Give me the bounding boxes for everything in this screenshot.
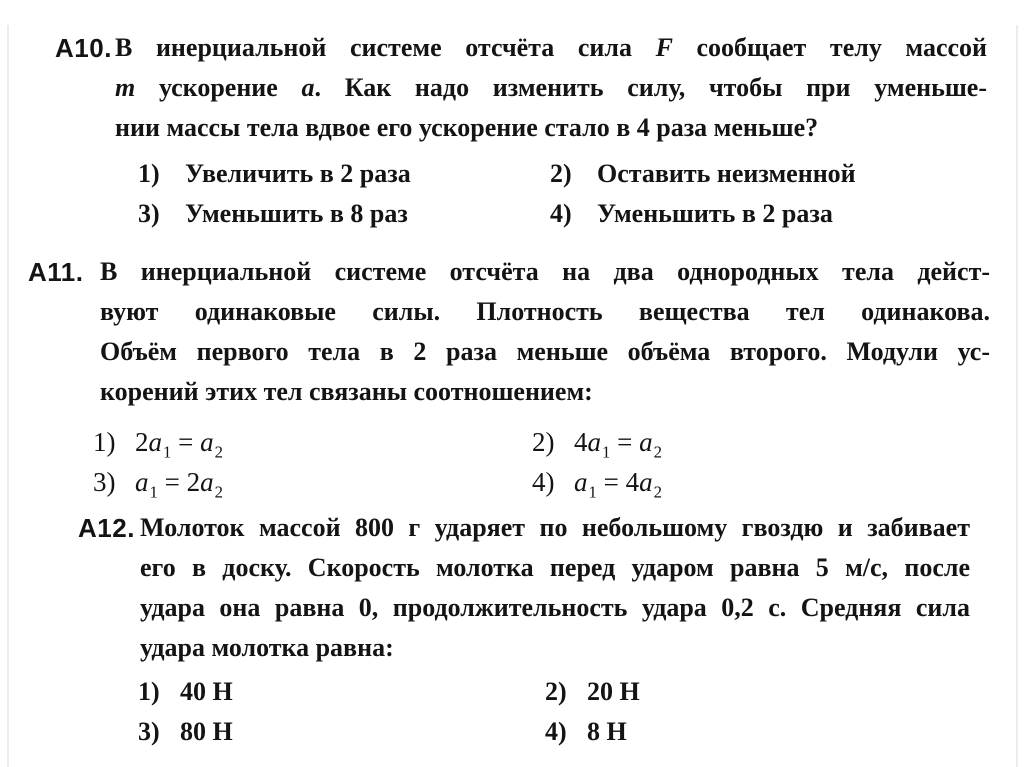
- question-line: его в доску. Скорость молотка перед ударом равна 5 м/с, после: [140, 553, 970, 582]
- question-a10: [0, 28, 1024, 234]
- option-number: 1): [93, 427, 116, 457]
- option-number: 4): [545, 717, 567, 746]
- question-a12-label: А12.: [78, 513, 135, 543]
- question-a12-options: [138, 672, 1024, 752]
- option-formula: $2a_1 = a_2$: [135, 427, 223, 462]
- question-line: нии массы тела вдвое его ускорение стало в 4 раза меньше?: [115, 113, 819, 142]
- option-number: 1): [138, 159, 160, 188]
- question-line: В инерциальной системе отсчёта сила F сообщает телу массой: [115, 33, 988, 62]
- question-a10-text: [115, 28, 987, 148]
- option-number: 3): [138, 717, 160, 746]
- answer-option-4: [545, 712, 1024, 752]
- answer-option-4: [550, 194, 1024, 234]
- option-number: 2): [550, 159, 572, 188]
- question-line: удара молотка равна:: [140, 633, 394, 662]
- answer-option-2: [545, 672, 1024, 712]
- question-a12: [0, 508, 1024, 752]
- option-text: 40 Н: [180, 677, 233, 706]
- answer-option-1: [138, 672, 545, 712]
- question-line: Молоток массой 800 г ударяет по небольшому гвоздю и забивает: [140, 513, 970, 542]
- option-text: 80 Н: [180, 717, 233, 746]
- answer-option-4: [532, 462, 1024, 502]
- option-number: 4): [532, 467, 555, 497]
- question-line: удара она равна 0, продолжительность удара 0,2 с. Средняя сила: [140, 593, 970, 622]
- question-line: В инерциальной системе отсчёта на два однородных тела дейст-: [100, 257, 990, 286]
- option-number: 3): [93, 467, 116, 497]
- question-a12-text: [140, 508, 970, 668]
- option-text: Уменьшить в 8 раз: [185, 199, 408, 228]
- answer-option-3: [93, 462, 532, 502]
- option-text: 20 Н: [587, 677, 640, 706]
- question-a10-options: [138, 154, 1024, 234]
- option-formula: $a_1 = 2a_2$: [135, 467, 223, 502]
- question-line: m ускорение a. Как надо изменить силу, чтобы при уменьше-: [115, 73, 987, 102]
- answer-option-3: [138, 194, 550, 234]
- option-number: 3): [138, 199, 160, 228]
- option-text: Уменьшить в 2 раза: [597, 199, 833, 228]
- question-a10-label: А10.: [55, 33, 112, 63]
- option-number: 2): [545, 677, 567, 706]
- option-text: Увеличить в 2 раза: [185, 159, 411, 188]
- question-a11: [0, 252, 1024, 502]
- answer-option-2: [550, 154, 1024, 194]
- question-line: корений этих тел связаны соотношением:: [100, 377, 593, 406]
- option-text: Оставить неизменной: [597, 159, 856, 188]
- option-number: 2): [532, 427, 555, 457]
- option-formula: $4a_1 = a_2$: [574, 427, 662, 462]
- option-number: 1): [138, 677, 160, 706]
- option-text: 8 Н: [587, 717, 627, 746]
- option-number: 4): [550, 199, 572, 228]
- question-a11-label: А11.: [28, 257, 84, 287]
- answer-option-3: [138, 712, 545, 752]
- question-a11-text: [100, 252, 990, 412]
- answer-option-2: [532, 422, 1024, 462]
- test-page: [0, 28, 1024, 767]
- question-a11-options: [93, 422, 1024, 502]
- answer-option-1: [93, 422, 532, 462]
- question-line: Объём первого тела в 2 раза меньше объёма второго. Модули ус-: [100, 337, 990, 366]
- option-formula: $a_1 = 4a_2$: [574, 467, 662, 502]
- question-line: вуют одинаковые силы. Плотность вещества тел одинакова.: [100, 297, 990, 326]
- answer-option-1: [138, 154, 550, 194]
